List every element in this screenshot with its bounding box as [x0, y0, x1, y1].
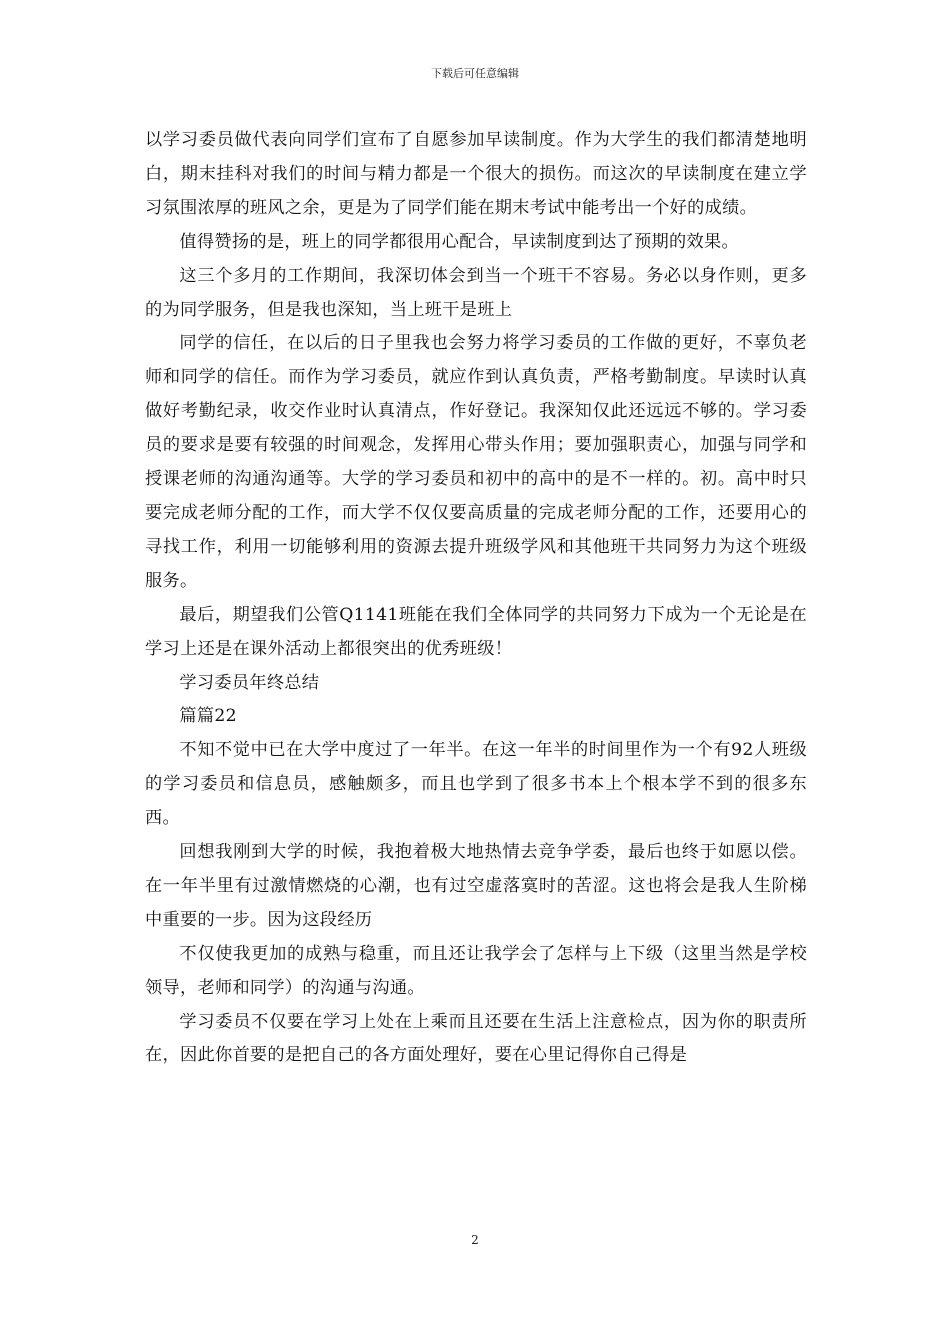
paragraph: 这三个多月的工作期间，我深切体会到当一个班干不容易。务必以身作则，更多的为同学服务，但是我也深知，当上班干是班上: [145, 265, 807, 320]
section-title: 学习委员年终总结: [179, 672, 320, 693]
paragraph: 以学习委员做代表向同学们宣布了自愿参加早读制度。作为大学生的我们都清楚地明白，期末挂科对我们的时间与精力都是一个很大的损伤。而这次的早读制度在建立学习氛围浓厚的班风之余，更是为了同学们能在期末考试中能考出一个好的成绩。: [145, 130, 807, 218]
paragraph: 学习委员不仅要在学习上处在上乘而且还要在生活上注意检点，因为你的职责所在，因此你首要的是把自己的各方面处理好，要在心里记得你自己得是: [145, 1011, 807, 1066]
page-number: 2: [471, 1233, 479, 1247]
paragraph: 回想我刚到大学的时候，我抱着极大地热情去竞争学委，最后也终于如愿以偿。在一年半里有过激情燃烧的心潮，也有过空虚落寞时的苦涩。这也将会是我人生阶梯中重要的一步。因为这段经历: [145, 842, 807, 930]
section-number: 篇篇22: [179, 706, 237, 727]
page-header: 下载后可任意编辑: [431, 67, 519, 80]
paragraph: 最后，期望我们公管Q1141班能在我们全体同学的共同努力下成为一个无论是在学习上还是在课外活动上都很突出的优秀班级！: [145, 604, 807, 659]
paragraph: 不知不觉中已在大学中度过了一年半。在这一年半的时间里作为一个有92人班级的学习委员和信息员，感触颇多，而且也学到了很多书本上个根本学不到的很多东西。: [145, 740, 807, 829]
paragraph: 同学的信任，在以后的日子里我也会努力将学习委员的工作做的更好，不辜负老师和同学的信任。而作为学习委员，就应作到认真负责，严格考勤制度。早读时认真做好考勤纪录，收交作业时认真清点，作好登记。我深知仅此还远远不够的。学习委员的要求是要有较强的时间观念，发挥用心带头作用；要加强职责心，加强与同学和授课老师的沟通沟通等。大学的学习委员和初中的高中的是不一样的。初。高中时只要完成老师分配的工作，而大学不仅仅要高质量的完成老师分配的工作，还要用心的寻找工作，利用一切能够利用的资源去提升班级学风和其他班干共同努力为这个班级服务。: [145, 333, 807, 591]
paragraph: 不仅使我更加的成熟与稳重，而且还让我学会了怎样与上下级（这里当然是学校领导，老师和同学）的沟通与沟通。: [145, 943, 807, 998]
paragraph: 值得赞扬的是，班上的同学都很用心配合，早读制度到达了预期的效果。: [179, 231, 739, 252]
document-body: [145, 124, 807, 1073]
